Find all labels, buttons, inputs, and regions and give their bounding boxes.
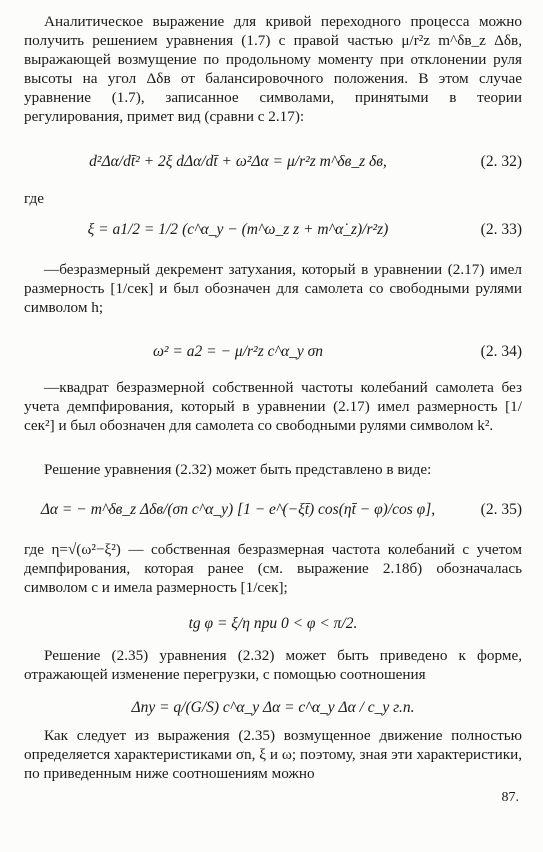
equation-2-34 <box>24 330 522 374</box>
equation-lhs: ω² = a2 = − <box>152 343 231 360</box>
equation-2-32 <box>24 140 522 184</box>
paragraph-intro: Аналитическое выражение для кривой переходного процесса можно получить решением уравнения (1.7) с правой частью μ/r²z m^δв_z Δδв, выражающей возмущение по продольному моменту при отклонении руля высоты на угол Δδв от балансировочного положения. В этом случае уравнение (1.7), записанное символами, принятыми в теории регулирования, примет вид (сравни с 2.17): <box>24 13 522 125</box>
equation-number: (2. 32) <box>480 153 522 170</box>
equation-2-35 <box>24 484 522 536</box>
equation-lhs: Δα = − <box>40 501 87 518</box>
paragraph-frequency: —квадрат безразмерной собственной частоты колебаний самолета без учета демпфирования, который в уравнении (2.17) имел размерность [1/сек²] и был обозначен для самолета со свободными рулями символом k². <box>24 379 522 434</box>
equation-rhs: m^δв_z Δδв/(σn c^α_y) [1 − e^(−ξt̄) cos(ηt̄ − φ)/cos φ], <box>90 501 436 518</box>
equation-number: (2. 34) <box>480 343 522 360</box>
equation-rhs: μ/r²z m^δв_z δв, <box>287 153 387 170</box>
paragraph-overload: Решение (2.35) уравнения (2.32) может быть приведено к форме, отражающей изменение перегрузки, с помощью соотношения <box>24 647 522 683</box>
equation-tg <box>24 606 522 642</box>
equation-text: Δny = q/(G/S) c^α_y Δα = c^α_y Δα / c_y г.п. <box>131 699 415 716</box>
equation-number: (2. 33) <box>480 221 522 238</box>
equation-lhs: ξ = a1/2 = 1/2 <box>87 221 179 238</box>
paragraph-solution-intro: Решение уравнения (2.32) может быть представлено в виде: <box>44 461 432 478</box>
paragraph-conclusion: Как следует из выражения (2.35) возмущенное движение полностью определяется характеристиками σn, ξ и ω; поэтому, зная эти характеристики, по приведенным ниже соотношениям можно <box>24 727 522 782</box>
paragraph-damping: —безразмерный декремент затухания, который в уравнении (2.17) имел размерность [1/сек] и был обозначен для самолета со свободными рулями символом h; <box>24 261 522 316</box>
equation-rhs: (c^α_y − (m^ω_z z + m^α̇_z)/r²z) <box>182 221 389 238</box>
page-number: 87. <box>501 790 519 805</box>
equation-delta-n <box>24 688 522 728</box>
equation-number: (2. 35) <box>480 501 522 518</box>
paragraph-eta: где η=√(ω²−ξ²) — собственная безразмерная частота колебаний с учетом демпфирования, которая ранее (см. выражение 2.18б) обозначалась символом c и имела размерность [1/сек]; <box>24 541 522 596</box>
equation-2-33 <box>24 206 522 254</box>
equation-lhs: d²Δα/dt̄² + 2ξ dΔα/dt̄ + ω²Δα = <box>89 153 283 170</box>
equation-rhs: μ/r²z c^α_y σn <box>234 343 324 360</box>
equation-text: tg φ = ξ/η при 0 < φ < π/2. <box>188 615 358 632</box>
label-gde: где <box>24 190 44 207</box>
